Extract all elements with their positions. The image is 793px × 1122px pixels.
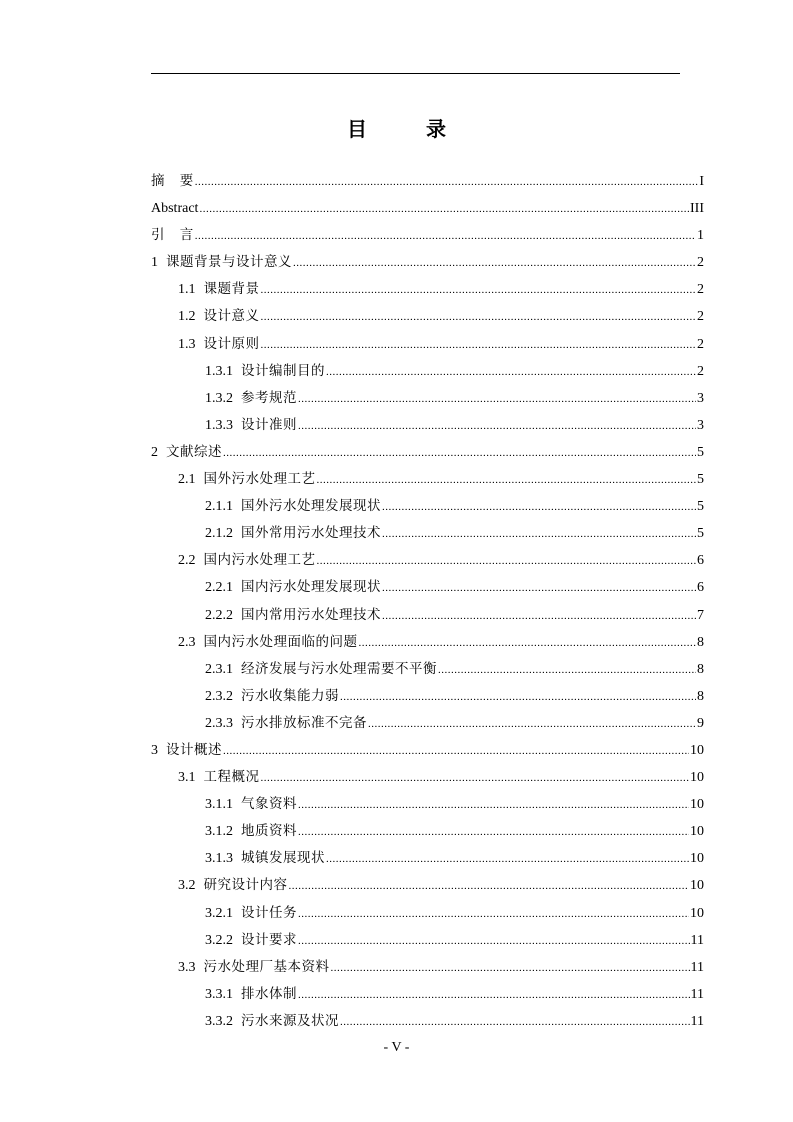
toc-dot-leader [298,901,689,928]
toc-entry-title: 设计编制目的 [241,362,325,379]
toc-entry-page: 11 [690,959,704,975]
toc-entry-number: 1.1 [178,282,196,298]
toc-entry[interactable] [151,954,704,981]
toc-entry[interactable] [151,791,704,818]
toc-entry-number: 2.3.1 [205,661,233,677]
toc-entry-number: 3.3.1 [205,986,233,1002]
toc-entry-page: 9 [697,715,704,731]
toc-entry-number: 3.1 [178,770,196,786]
toc-dot-leader [261,765,690,792]
toc-entry-title: 国内污水处理面临的问题 [203,633,358,650]
toc-dot-leader [195,223,696,250]
toc-entry-page: 2 [697,255,704,271]
toc-entry[interactable] [151,249,704,276]
toc-entry-title: 国外常用污水处理技术 [241,525,381,542]
toc-dot-leader [293,250,696,277]
toc-entry-title: 国内污水处理发展现状 [241,579,381,596]
toc-entry-page: 5 [697,499,704,515]
toc-entry[interactable] [151,818,704,845]
toc-entry[interactable] [151,845,704,872]
toc-dot-leader [382,494,696,521]
toc-entry-title: 经济发展与污水处理需要不平衡 [241,660,437,677]
toc-entry-number: 2.1.2 [205,526,233,542]
toc-dot-leader [317,548,697,575]
toc-entry-page: 10 [690,797,704,813]
toc-dot-leader [438,657,696,684]
toc-entry-number: 1.3 [178,336,196,352]
toc-dot-leader [359,630,697,657]
toc-entry-number: 3.2.2 [205,932,233,948]
toc-dot-leader [261,304,697,331]
toc-entry-page: 3 [697,417,704,433]
toc-entry-title: 参考规范 [241,389,297,406]
toc-entry[interactable] [151,303,704,330]
toc-entry[interactable] [151,520,704,547]
toc-dot-leader [223,738,689,765]
toc-entry-title: 设计准则 [241,416,297,433]
toc-entry-number: 3.1.3 [205,851,233,867]
toc-dot-leader [298,413,696,440]
toc-entry[interactable] [151,276,704,303]
table-of-contents [151,168,704,1035]
toc-dot-leader [298,792,689,819]
toc-entry-page: 11 [690,932,704,948]
toc-dot-leader [298,386,696,413]
toc-entry-number: 2.2.2 [205,607,233,623]
toc-entry-page: 2 [697,336,704,352]
toc-entry[interactable] [151,629,704,656]
toc-dot-leader [382,521,696,548]
toc-entry-number: 2.3 [178,634,196,650]
toc-entry-title: 污水来源及状况 [241,1012,339,1029]
toc-entry-title: 排水体制 [241,985,297,1002]
toc-entry-page: 6 [697,580,704,596]
toc-entry[interactable] [151,466,704,493]
toc-entry-title: 城镇发展现状 [241,850,325,867]
toc-entry-number: 3 [151,742,158,758]
toc-entry-page: 8 [697,688,704,704]
toc-entry-page: 5 [697,526,704,542]
toc-entry[interactable] [151,656,704,683]
toc-entry-number: 3.2.1 [205,905,233,921]
toc-entry-page: 3 [697,390,704,406]
toc-entry-title: 国内常用污水处理技术 [241,606,381,623]
toc-entry-number: 1.3.2 [205,390,233,406]
toc-entry[interactable] [151,412,704,439]
toc-entry-number: 1.2 [178,309,196,325]
toc-dot-leader [298,819,689,846]
toc-dot-leader [289,873,690,900]
toc-entry[interactable] [151,331,704,358]
toc-entry-title: 污水排放标准不完备 [241,714,367,731]
toc-entry[interactable] [151,900,704,927]
toc-entry-number: 2.1.1 [205,499,233,515]
toc-entry-title: 设计原则 [203,335,260,352]
toc-entry[interactable] [151,710,704,737]
toc-entry-page: I [699,174,704,189]
toc-entry-title: Abstract [151,201,199,217]
toc-dot-leader [298,982,690,1009]
toc-entry[interactable] [151,168,704,195]
toc-entry-title: 国外污水处理发展现状 [241,498,381,515]
toc-entry-page: 8 [697,661,704,677]
toc-entry-number: 2.3.2 [205,688,233,704]
toc-entry-page: 1 [697,228,704,244]
toc-entry[interactable] [151,195,704,222]
toc-entry-number: 2.2.1 [205,580,233,596]
toc-entry-title: 国外污水处理工艺 [203,471,316,488]
toc-entry-page: 2 [697,282,704,298]
toc-dot-leader [261,332,697,359]
toc-entry-page: 8 [697,634,704,650]
toc-entry-page: 2 [697,309,704,325]
toc-entry-page: 2 [697,363,704,379]
toc-entry-title: 文献综述 [166,443,222,460]
toc-entry-title: 设计意义 [203,308,260,325]
toc-entry-number: 3.3 [178,959,196,975]
toc-entry-title: 研究设计内容 [203,877,288,894]
toc-entry-title: 工程概况 [203,769,260,786]
toc-entry-number: 2.1 [178,472,196,488]
toc-entry-number: 3.3.2 [205,1013,233,1029]
toc-dot-leader [368,711,696,738]
toc-entry-number: 3.1.2 [205,824,233,840]
toc-entry-title: 课题背景与设计意义 [166,254,292,271]
toc-entry-page: 11 [690,1013,704,1029]
toc-entry[interactable] [151,385,704,412]
toc-entry-number: 2.3.3 [205,715,233,731]
toc-entry-page: 10 [690,878,704,894]
toc-entry-number: 3.1.1 [205,797,233,813]
toc-entry-page: 10 [690,905,704,921]
toc-dot-leader [340,684,696,711]
toc-entry[interactable] [151,358,704,385]
toc-entry-page: 11 [690,986,704,1002]
toc-entry-number: 1 [151,255,158,271]
toc-entry-page: 10 [690,742,704,758]
toc-entry-page: 10 [690,851,704,867]
toc-entry[interactable] [151,927,704,954]
toc-dot-leader [340,1009,690,1036]
toc-dot-leader [199,196,689,223]
toc-dot-leader [326,846,689,873]
toc-entry-title: 地质资料 [241,823,297,840]
toc-entry-page: 5 [697,472,704,488]
toc-entry[interactable] [151,602,704,629]
toc-entry-page: 10 [690,824,704,840]
toc-dot-leader [326,359,696,386]
toc-dot-leader [331,955,690,982]
toc-entry[interactable] [151,683,704,710]
toc-entry-title: 设计要求 [241,931,297,948]
toc-entry-title: 污水收集能力弱 [241,687,339,704]
toc-dot-leader [223,440,696,467]
page-number-footer: - V - [383,1040,410,1055]
toc-dot-leader [261,277,697,304]
toc-entry-number: 1.3.3 [205,417,233,433]
toc-entry-title: 气象资料 [241,796,297,813]
toc-entry-number: 2 [151,444,158,460]
toc-entry[interactable] [151,222,704,249]
toc-dot-leader [382,603,696,630]
toc-dot-leader [317,467,697,494]
page-title: 目 录 [347,117,472,141]
toc-entry[interactable] [151,764,704,791]
toc-entry-page: 5 [697,444,704,460]
toc-entry-number: 2.2 [178,553,196,569]
toc-entry-page: 6 [697,553,704,569]
toc-entry-number: 3.2 [178,878,196,894]
toc-entry-page: 7 [697,607,704,623]
toc-entry-number: 1.3.1 [205,363,233,379]
toc-dot-leader [298,928,690,955]
toc-dot-leader [382,575,696,602]
toc-entry-page: III [690,201,704,217]
toc-entry[interactable] [151,547,704,574]
toc-entry-title: 设计概述 [166,741,222,758]
toc-entry[interactable] [151,981,704,1008]
toc-dot-leader [195,169,699,196]
toc-entry[interactable] [151,872,704,899]
toc-entry-title: 设计任务 [241,904,297,921]
toc-entry-title: 引 言 [151,227,194,244]
toc-entry-page: 10 [690,770,704,786]
toc-entry[interactable] [151,737,704,764]
toc-entry[interactable] [151,574,704,601]
toc-entry[interactable] [151,439,704,466]
toc-entry-title: 摘 要 [151,173,194,189]
toc-entry-title: 国内污水处理工艺 [203,552,316,569]
toc-entry-title: 课题背景 [203,281,260,298]
toc-entry-title: 污水处理厂基本资料 [203,958,330,975]
toc-entry[interactable] [151,1008,704,1035]
header-rule [151,73,680,74]
toc-entry[interactable] [151,493,704,520]
